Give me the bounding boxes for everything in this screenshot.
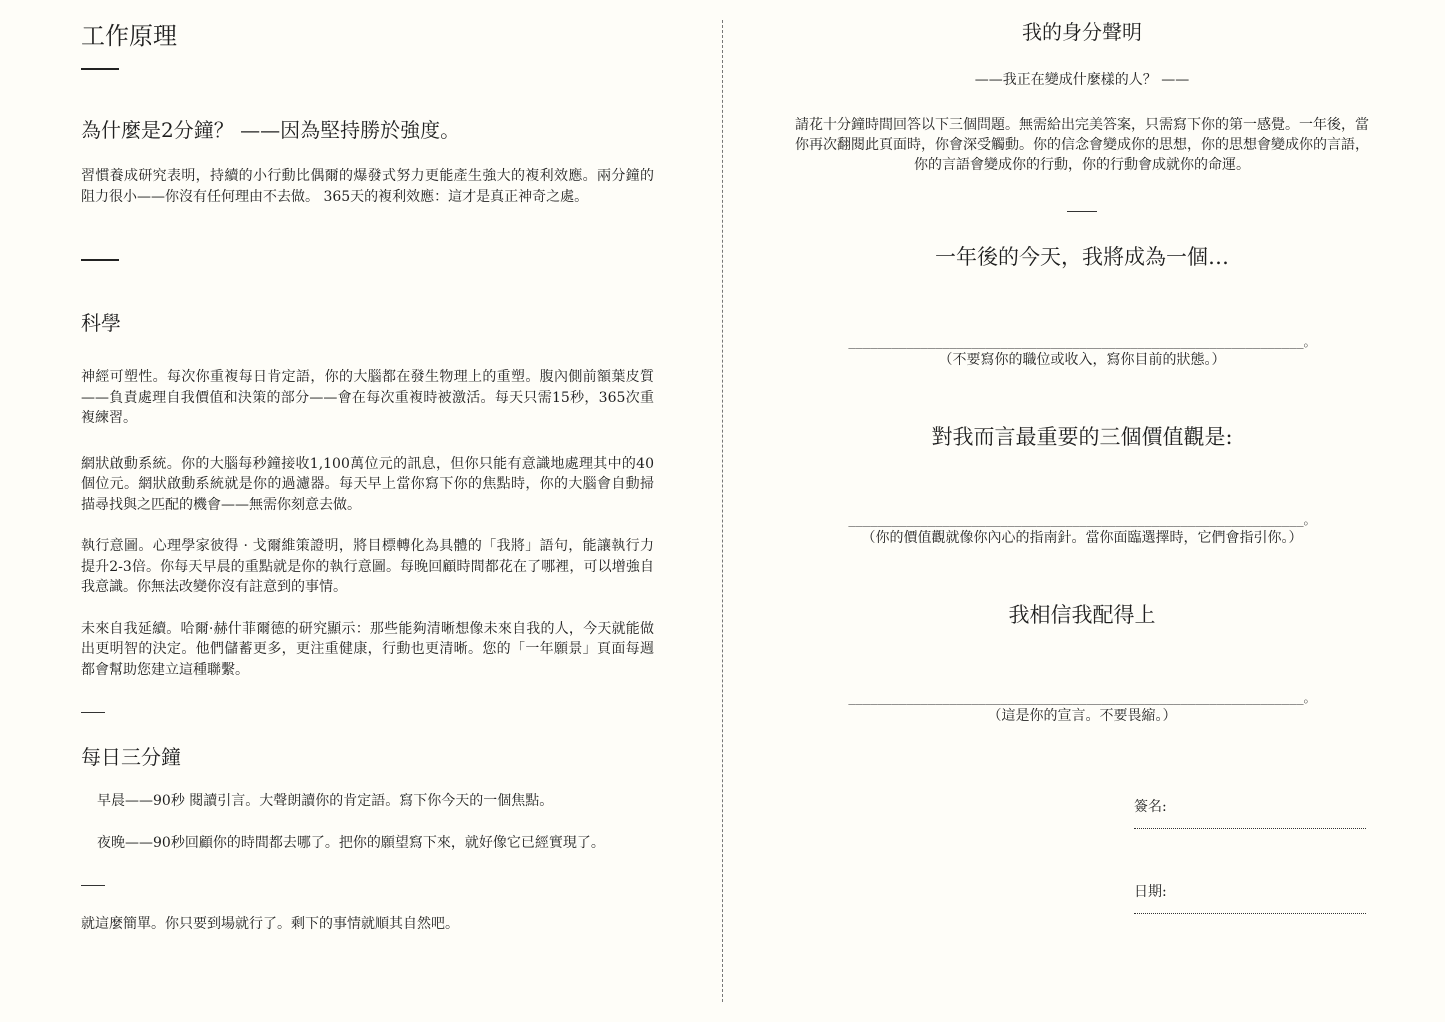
section-rule xyxy=(81,885,105,886)
date-row xyxy=(1134,881,1366,914)
question-note: （你的價值觀就像你內心的指南針。當你面臨選擇時，它們會指引你。） xyxy=(861,530,1303,546)
answer-blank[interactable]: _______________________________________________________________。 xyxy=(848,691,1316,705)
closing-text: 就這麼簡單。你只要到場就行了。剩下的事情就順其自然吧。 xyxy=(81,916,459,932)
section-rule xyxy=(81,712,105,713)
science-paragraph: 網狀啟動系統。你的大腦每秒鐘接收1,100萬位元的訊息，但你只能有意識地處理其中的40個位元。網狀啟動系統就是你的過濾器。每天早上當你寫下你的焦點時，你的大腦會自動掃描尋找與之匹配的機會——無需你刻意去做。 xyxy=(81,455,654,513)
page-title: 工作原理 xyxy=(81,22,177,50)
signature-label: 簽名: xyxy=(1134,799,1167,815)
question-heading: 我相信我配得上 xyxy=(1008,603,1156,627)
intro-rule xyxy=(1067,211,1097,212)
signature-line[interactable] xyxy=(1134,814,1366,829)
section-daily-heading: 每日三分鐘 xyxy=(81,745,181,769)
title-rule xyxy=(81,68,119,70)
date-line[interactable] xyxy=(1134,899,1366,914)
section-science-heading: 科學 xyxy=(81,311,121,335)
question-note: （不要寫你的職位或收入，寫你目前的狀態。） xyxy=(938,352,1226,368)
science-paragraph: 執行意圖。心理學家彼得 · 戈爾維策證明，將目標轉化為具體的「我將」語句，能讓執行力提升2-3倍。你每天早晨的重點就是你的執行意圖。每晚回顧時間都花在了哪裡，可以增強自我意識。你無法改變你沒有註意到的事情。 xyxy=(81,538,654,595)
section-rule xyxy=(81,259,119,261)
section-why-heading: 為什麼是2分鐘？ ——因為堅持勝於強度。 xyxy=(81,118,461,142)
identity-intro: 請花十分鐘時間回答以下三個問題。無需給出完美答案，只需寫下你的第一感覺。一年後，當你再次翻閱此頁面時，你會深受觸動。你的信念會變成你的思想，你的思想會變成你的言語，你的言語會變成你的行動，你的行動會成就你的命運。 xyxy=(795,117,1369,173)
science-paragraph: 未來自我延續。哈爾·赫什菲爾德的研究顯示：那些能夠清晰想像未來自我的人，今天就能做出更明智的決定。他們儲蓄更多，更注重健康，行動也更清晰。您的「一年願景」頁面每週都會幫助您建立這種聯繫。 xyxy=(81,620,654,678)
date-label: 日期: xyxy=(1134,884,1167,900)
identity-title: 我的身分聲明 xyxy=(1022,20,1142,44)
left-page xyxy=(0,0,722,1022)
science-paragraph: 神經可塑性。每次你重複每日肯定語，你的大腦都在發生物理上的重塑。腹內側前額葉皮質——負責處理自我價值和決策的部分——會在每次重複時被激活。每天只需15秒，365次重複練習。 xyxy=(81,369,654,426)
answer-blank[interactable]: _______________________________________________________________。 xyxy=(848,513,1316,527)
question-heading: 一年後的今天，我將成為一個… xyxy=(935,245,1229,269)
identity-subtitle: ——我正在變成什麼樣的人？ —— xyxy=(974,72,1190,88)
right-page xyxy=(723,0,1445,1022)
section-why-body: 習慣養成研究表明，持續的小行動比偶爾的爆發式努力更能產生強大的複利效應。兩分鐘的阻力很小——你沒有任何理由不去做。 365天的複利效應：這才是真正神奇之處。 xyxy=(81,168,654,205)
answer-blank[interactable]: _______________________________________________________________。 xyxy=(848,335,1316,349)
question-heading: 對我而言最重要的三個價值觀是: xyxy=(931,425,1233,449)
daily-item-evening: 夜晚——90秒回顧你的時間都去哪了。把你的願望寫下來，就好像它已經實現了。 xyxy=(97,834,605,851)
question-note: （這是你的宣言。不要畏縮。） xyxy=(987,708,1177,724)
daily-item-morning: 早晨——90秒 閱讀引言。大聲朗讀你的肯定語。寫下你今天的一個焦點。 xyxy=(97,793,554,809)
signature-row xyxy=(1134,796,1366,829)
